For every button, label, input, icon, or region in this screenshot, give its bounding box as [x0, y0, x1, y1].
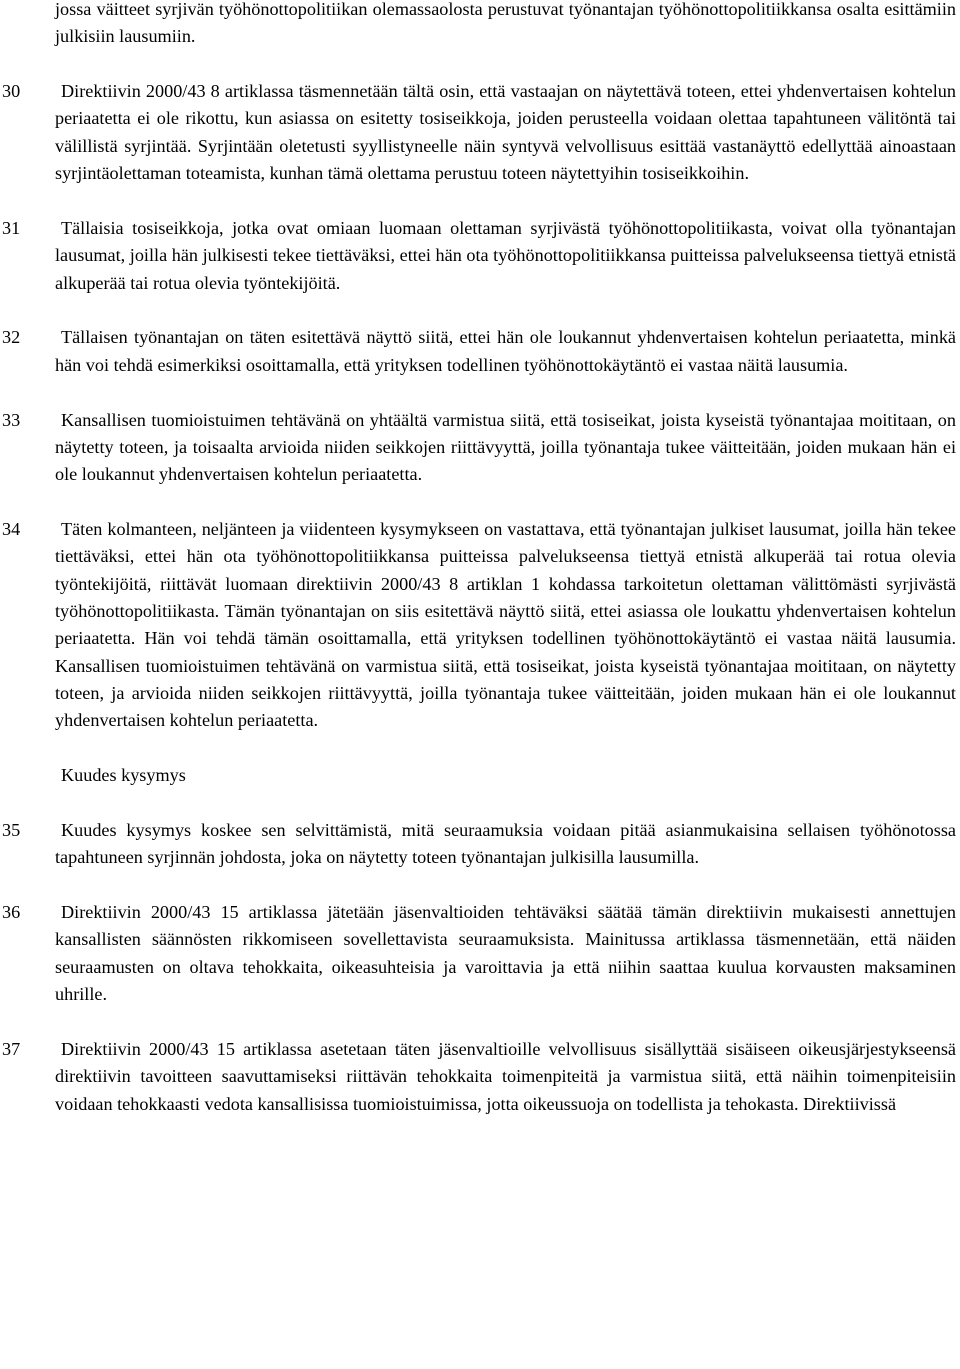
paragraph-text: Kansallisen tuomioistuimen tehtävänä on yhtäältä varmistua siitä, että tosiseikat, joista kyseistä työnantajaa moititaan, on näytetty toteen, ja toisaalta arvioida niiden seikkojen riittävyyttä, joilla työnantaja tukee väitteitään, joiden mukaan hän ei ole loukannut yhdenvertaisen kohtelun periaatetta.: [55, 409, 956, 485]
paragraph-34: [0, 516, 960, 734]
paragraph-number: 31: [2, 217, 21, 238]
paragraph-number: 34: [2, 519, 21, 540]
paragraph-33: [0, 407, 960, 489]
paragraph-37: [0, 1036, 960, 1118]
paragraph-number: 37: [2, 1038, 21, 1059]
paragraph-30: [0, 78, 960, 187]
paragraph-text: Direktiivin 2000/43 15 artiklassa jätetään jäsenvaltioiden tehtäväksi säätää tämän direktiivin mukaisesti annettujen kansallisten säännösten rikkomiseen sovellettavista seuraamuksista. Mainitussa artiklassa täsmennetään, että näiden seuraamusten on oltava tehokkaita, oikeasuhteisia ja varoittavia ja että niihin saattaa kuulua korvausten maksaminen uhrille.: [55, 902, 956, 1005]
section-heading: Kuudes kysymys: [61, 765, 186, 786]
paragraph-31: [0, 215, 960, 297]
paragraph-text: Kuudes kysymys koskee sen selvittämistä, mitä seuraamuksia voidaan pitää asianmukaisina sellaisen työhönotossa tapahtuneen syrjinnän johdosta, joka on näytetty toteen työnantajan julkisilla lausumilla.: [55, 819, 956, 868]
paragraph-continuation: [0, 0, 960, 51]
paragraph-35: [0, 817, 960, 872]
paragraph-number: 30: [2, 81, 21, 102]
paragraph-36: [0, 899, 960, 1008]
paragraph-text: Täten kolmanteen, neljänteen ja viidenteen kysymykseen on vastattava, että työnantajan julkiset lausumat, joilla hän tekee tiettäväksi, ettei hän ota työhönottopolitiikkansa puitteissa palvelukseensa tiettyä etnistä alkuperää tai rotua olevia työntekijöitä, riittävät luomaan direktiivin 2000/43 8 artiklan 1 kohdassa tarkoitetun olettaman välittömästi syrjivästä työhönottopolitiikasta. Tämän työnantajan on siis esitettävä näyttö siitä, ettei asiassa ole loukattu yhdenvertaisen kohtelun periaatetta. Hän voi tehdä tämän osoittamalla, että yrityksen todellinen työhönottokäytäntö ei vastaa näitä lausumia. Kansallisen tuomioistuimen tehtävänä on varmistua siitä, että tosiseikat, joista kyseistä työnantajaa moititaan, on näytetty toteen, ja arvioida niiden seikkojen riittävyyttä, joilla työnantaja tukee väitteitään, joiden mukaan hän ei ole loukannut yhdenvertaisen kohtelun periaatetta.: [55, 519, 956, 731]
paragraph-number: 32: [2, 327, 21, 348]
paragraph-text: Tällaisen työnantajan on täten esitettävä näyttö siitä, ettei hän ole loukannut yhdenvertaisen kohtelun periaatetta, minkä hän voi tehdä esimerkiksi osoittamalla, että yrityksen todellinen työhönottokäytäntö ei vastaa näitä lausumia.: [55, 327, 956, 375]
paragraph-text: Direktiivin 2000/43 8 artiklassa täsmennetään tältä osin, että vastaajan on näytettävä toteen, ettei yhdenvertaisen kohtelun periaatetta ei ole rikottu, kun asiassa on esitetty tosiseikkoja, joiden perusteella voidaan olettaa tapahtuneen välitöntä tai välillistä syrjintää. Syrjintään oletetusti syyllistyneelle näin syntyvä velvollisuus esittää vastanäyttö edellyttää ainoastaan syrjintäolettaman toteamista, kunhan tämä olettama perustuu toteen näytettyihin tosiseikkoihin.: [55, 81, 956, 184]
paragraph-text: jossa väitteet syrjivän työhönottopolitiikan olemassaolosta perustuvat työnantajan työhönottopolitiikkansa osalta esittämiin julkisiin lausumiin.: [55, 0, 956, 47]
paragraph-text: Tällaisia tosiseikkoja, jotka ovat omiaan luomaan olettaman syrjivästä työhönottopolitiikasta, voivat olla työnantajan lausumat, joilla hän julkisesti tekee tiettäväksi, ettei hän ota työhönottopolitiikkansa puitteissa palvelukseensa tiettyä etnistä alkuperää tai rotua olevia työntekijöitä.: [55, 217, 956, 293]
paragraph-32: [0, 324, 960, 379]
paragraph-text: Direktiivin 2000/43 15 artiklassa asetetaan täten jäsenvaltioille velvollisuus sisällyttää sisäiseen oikeusjärjestykseensä direktiivin tavoitteen saavuttamiseksi riittävän tehokkaita toimenpiteitä ja varmistua siitä, että näihin toimenpiteisiin voidaan tehokkaasti vedota kansallisissa tuomioistuimissa, jotta oikeussuoja on todellista ja tehokasta. Direktiivissä: [55, 1038, 956, 1114]
paragraph-number: 33: [2, 409, 21, 430]
paragraph-number: 35: [2, 819, 21, 840]
paragraph-number: 36: [2, 902, 21, 923]
